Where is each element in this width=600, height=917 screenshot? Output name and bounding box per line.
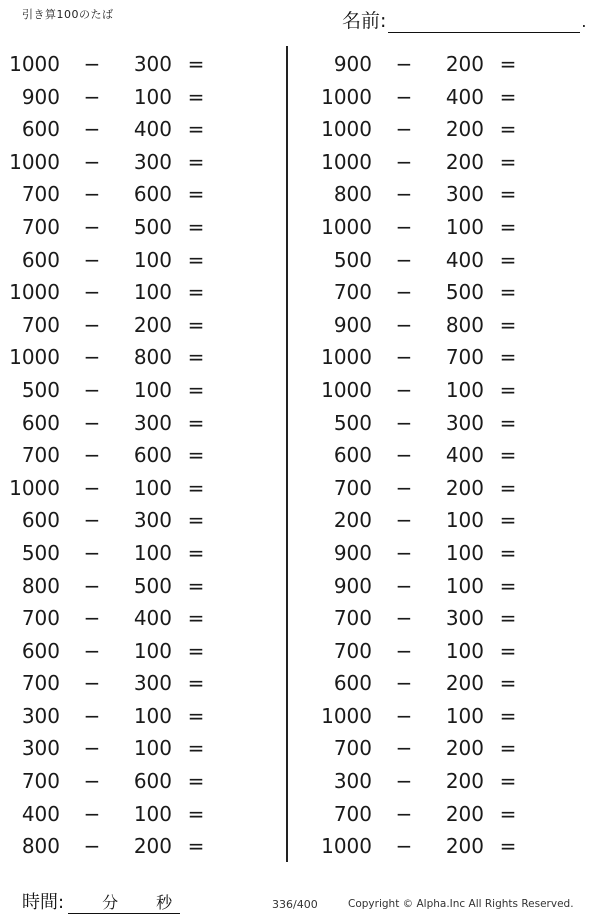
subtrahend: 200 [445,736,484,761]
minus-sign: − [83,801,101,826]
minuend: 300 [21,703,60,728]
problem-row [320,341,580,374]
subtrahend: 100 [445,573,484,598]
subtrahend: 200 [445,801,484,826]
minus-sign: − [395,540,413,565]
minus-sign: − [83,834,101,859]
equals-sign: = [187,117,205,142]
subtrahend: 100 [133,736,172,761]
equals-sign: = [499,410,517,435]
equals-sign: = [499,606,517,631]
subtrahend: 100 [133,540,172,565]
minuend: 1000 [321,834,372,859]
minuend: 900 [333,540,372,565]
minus-sign: − [83,182,101,207]
minus-sign: − [83,377,101,402]
minus-sign: − [83,410,101,435]
subtrahend: 100 [133,703,172,728]
minuend: 800 [333,182,372,207]
subtrahend: 200 [445,52,484,76]
problem-row [8,504,268,537]
equals-sign: = [187,736,205,761]
problem-row [8,439,268,472]
minus-sign: − [395,638,413,663]
minus-sign: − [395,606,413,631]
name-blank-line [388,14,580,33]
minuend: 900 [333,573,372,598]
subtrahend: 400 [445,247,484,272]
equals-sign: = [499,475,517,500]
minuend: 1000 [321,703,372,728]
minus-sign: − [395,573,413,598]
subtrahend: 100 [133,475,172,500]
equals-sign: = [187,671,205,696]
minus-sign: − [395,345,413,370]
minus-sign: − [395,475,413,500]
problem-row [8,113,268,146]
subtrahend: 200 [445,769,484,794]
subtrahend: 300 [445,410,484,435]
subtrahend: 600 [133,443,172,468]
minuend: 1000 [9,280,60,305]
equals-sign: = [499,182,517,207]
minus-sign: − [395,149,413,174]
minus-sign: − [83,671,101,696]
minuend: 600 [333,443,372,468]
subtrahend: 600 [133,769,172,794]
minuend: 600 [21,638,60,663]
equals-sign: = [187,606,205,631]
equals-sign: = [187,475,205,500]
minutes-label: 分 [102,893,119,912]
equals-sign: = [499,540,517,565]
minus-sign: − [83,214,101,239]
problem-row [320,602,580,635]
minus-sign: − [83,312,101,337]
problem-row [320,276,580,309]
minuend: 900 [333,52,372,76]
minus-sign: − [395,280,413,305]
left-problem-column [8,48,268,863]
minuend: 600 [21,508,60,533]
minuend: 500 [21,540,60,565]
problem-row [8,48,268,81]
minus-sign: − [83,149,101,174]
minuend: 1000 [321,84,372,109]
problem-row [8,570,268,603]
problem-row [8,700,268,733]
subtrahend: 200 [445,671,484,696]
problem-row [8,407,268,440]
minus-sign: − [395,52,413,76]
subtrahend: 300 [445,606,484,631]
equals-sign: = [187,377,205,402]
subtrahend: 300 [133,410,172,435]
page-number: 336/400 [272,898,318,911]
minus-sign: − [83,736,101,761]
equals-sign: = [499,117,517,142]
minuend: 700 [21,769,60,794]
problem-row [320,504,580,537]
problem-row [8,341,268,374]
equals-sign: = [187,345,205,370]
equals-sign: = [187,573,205,598]
equals-sign: = [499,801,517,826]
minus-sign: − [83,117,101,142]
subtrahend: 100 [133,377,172,402]
minuend: 600 [21,117,60,142]
minus-sign: − [83,52,101,76]
equals-sign: = [499,508,517,533]
problem-row [8,537,268,570]
equals-sign: = [187,769,205,794]
minus-sign: − [83,280,101,305]
equals-sign: = [187,84,205,109]
equals-sign: = [187,182,205,207]
equals-sign: = [499,52,517,76]
problem-row [320,407,580,440]
subtrahend: 100 [133,247,172,272]
equals-sign: = [187,834,205,859]
equals-sign: = [499,638,517,663]
problem-row [320,178,580,211]
problem-row [320,732,580,765]
problem-row [8,178,268,211]
minuend: 1000 [9,345,60,370]
minuend: 900 [333,312,372,337]
minuend: 500 [333,410,372,435]
minus-sign: − [395,117,413,142]
equals-sign: = [187,280,205,305]
minus-sign: − [83,443,101,468]
minuend: 700 [333,606,372,631]
subtrahend: 100 [133,638,172,663]
minuend: 600 [333,671,372,696]
minuend: 1000 [9,149,60,174]
subtrahend: 800 [133,345,172,370]
minuend: 800 [21,573,60,598]
worksheet-title: 引き算100のたば [22,8,114,21]
problem-row [320,765,580,798]
time-blank-line [68,893,180,914]
problem-row [8,244,268,277]
subtrahend: 500 [133,214,172,239]
subtrahend: 600 [133,182,172,207]
time-field [22,888,180,914]
subtrahend: 300 [133,508,172,533]
minuend: 700 [333,475,372,500]
minus-sign: − [83,475,101,500]
subtrahend: 100 [445,638,484,663]
minus-sign: − [395,84,413,109]
minus-sign: − [83,703,101,728]
minus-sign: − [83,345,101,370]
minuend: 300 [21,736,60,761]
minus-sign: − [83,606,101,631]
equals-sign: = [187,443,205,468]
name-trailing-dot: . [581,12,587,31]
subtrahend: 100 [133,280,172,305]
problem-row [8,830,268,863]
minuend: 300 [333,769,372,794]
subtrahend: 400 [133,117,172,142]
problem-row [320,439,580,472]
minus-sign: − [395,801,413,826]
equals-sign: = [187,801,205,826]
minus-sign: − [83,769,101,794]
problem-row [8,635,268,668]
subtrahend: 200 [445,149,484,174]
minuend: 700 [333,280,372,305]
minuend: 600 [21,247,60,272]
equals-sign: = [499,247,517,272]
subtrahend: 100 [445,508,484,533]
minus-sign: − [395,247,413,272]
subtrahend: 100 [445,703,484,728]
minuend: 700 [21,443,60,468]
subtrahend: 300 [133,671,172,696]
problem-row [320,667,580,700]
minus-sign: − [395,508,413,533]
equals-sign: = [187,214,205,239]
minuend: 800 [21,834,60,859]
problem-row [8,798,268,831]
minus-sign: − [83,638,101,663]
subtrahend: 100 [445,377,484,402]
minus-sign: − [395,769,413,794]
problem-row [8,146,268,179]
subtrahend: 300 [133,52,172,76]
equals-sign: = [499,769,517,794]
minus-sign: − [395,410,413,435]
equals-sign: = [499,703,517,728]
problem-row [8,374,268,407]
problem-row [8,472,268,505]
problem-row [8,667,268,700]
minuend: 500 [21,377,60,402]
minuend: 1000 [321,345,372,370]
column-divider [286,46,288,862]
minuend: 900 [21,84,60,109]
minus-sign: − [395,312,413,337]
equals-sign: = [187,540,205,565]
minuend: 1000 [9,52,60,76]
minuend: 1000 [321,377,372,402]
subtrahend: 100 [445,540,484,565]
problem-row [320,113,580,146]
minus-sign: − [395,736,413,761]
time-label: 時間: [22,892,65,913]
problem-row [320,48,580,81]
minus-sign: − [395,834,413,859]
minuend: 1000 [321,117,372,142]
minuend: 700 [333,736,372,761]
problem-row [320,635,580,668]
minuend: 700 [21,214,60,239]
equals-sign: = [499,834,517,859]
minuend: 400 [21,801,60,826]
equals-sign: = [499,573,517,598]
minuend: 200 [333,508,372,533]
minuend: 700 [21,671,60,696]
subtrahend: 400 [133,606,172,631]
subtrahend: 800 [445,312,484,337]
problem-row [320,700,580,733]
subtrahend: 200 [445,117,484,142]
problem-row [8,309,268,342]
minus-sign: − [395,703,413,728]
minuend: 1000 [321,214,372,239]
minuend: 700 [21,312,60,337]
equals-sign: = [499,312,517,337]
equals-sign: = [187,247,205,272]
subtrahend: 500 [445,280,484,305]
minuend: 1000 [9,475,60,500]
minus-sign: − [83,540,101,565]
equals-sign: = [499,345,517,370]
subtrahend: 400 [445,443,484,468]
subtrahend: 200 [445,475,484,500]
subtrahend: 200 [133,834,172,859]
minuend: 700 [21,606,60,631]
equals-sign: = [499,377,517,402]
minus-sign: − [395,214,413,239]
copyright-notice: Copyright © Alpha.Inc All Rights Reserved. [348,898,574,910]
equals-sign: = [499,280,517,305]
subtrahend: 200 [133,312,172,337]
problem-row [320,472,580,505]
problem-row [320,146,580,179]
equals-sign: = [499,84,517,109]
problem-row [8,81,268,114]
problem-row [320,570,580,603]
minus-sign: − [83,508,101,533]
equals-sign: = [187,410,205,435]
equals-sign: = [499,443,517,468]
problem-row [320,81,580,114]
subtrahend: 200 [445,834,484,859]
minus-sign: − [395,182,413,207]
subtrahend: 100 [445,214,484,239]
problem-row [320,244,580,277]
problem-row [8,732,268,765]
minus-sign: − [83,84,101,109]
problem-row [8,276,268,309]
problem-row [320,211,580,244]
subtrahend: 100 [133,84,172,109]
subtrahend: 700 [445,345,484,370]
minus-sign: − [395,443,413,468]
minus-sign: − [83,247,101,272]
subtrahend: 300 [133,149,172,174]
problem-row [8,765,268,798]
equals-sign: = [187,638,205,663]
minuend: 700 [333,801,372,826]
subtrahend: 400 [445,84,484,109]
minuend: 600 [21,410,60,435]
name-label: 名前: [342,10,387,32]
equals-sign: = [499,214,517,239]
equals-sign: = [187,52,205,76]
minuend: 1000 [321,149,372,174]
minus-sign: − [395,671,413,696]
name-field [342,6,587,33]
problem-row [8,602,268,635]
minus-sign: − [83,573,101,598]
subtrahend: 300 [445,182,484,207]
problem-row [320,537,580,570]
minus-sign: − [395,377,413,402]
equals-sign: = [187,508,205,533]
minuend: 700 [21,182,60,207]
problem-row [320,830,580,863]
seconds-label: 秒 [156,893,173,912]
equals-sign: = [499,671,517,696]
problem-row [8,211,268,244]
problem-row [320,309,580,342]
equals-sign: = [187,312,205,337]
equals-sign: = [187,149,205,174]
right-problem-column [320,48,580,863]
minuend: 700 [333,638,372,663]
problem-row [320,374,580,407]
equals-sign: = [187,703,205,728]
minuend: 500 [333,247,372,272]
problem-row [320,798,580,831]
equals-sign: = [499,736,517,761]
equals-sign: = [499,149,517,174]
subtrahend: 500 [133,573,172,598]
subtrahend: 100 [133,801,172,826]
